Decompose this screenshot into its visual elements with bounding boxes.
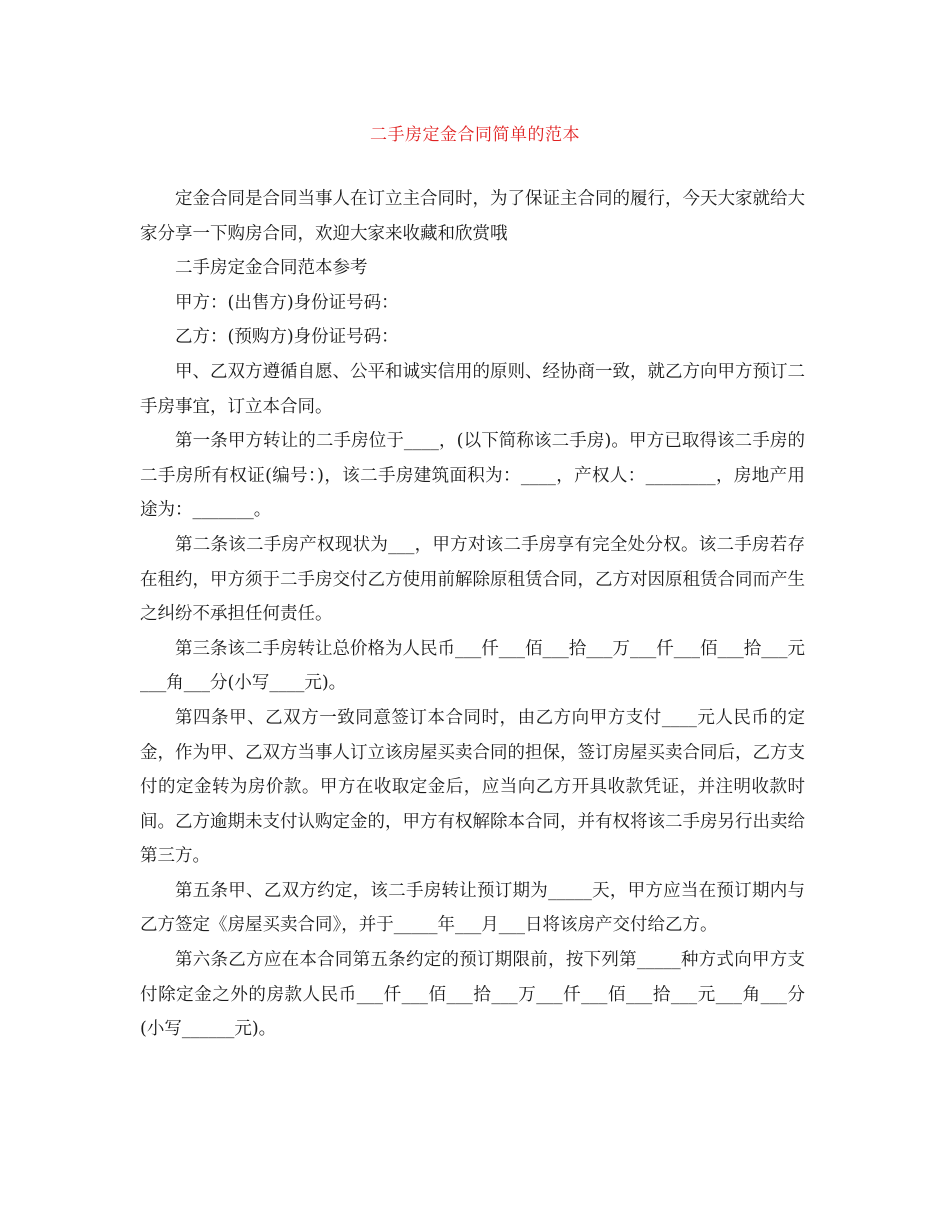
paragraph-article-1: 第一条甲方转让的二手房位于____，(以下简称该二手房)。甲方已取得该二手房的二手房所有权证(编号：)，该二手房建筑面积为：____，产权人：________，房地产用途为：_______。 [140,431,805,521]
paragraph-party-b: 乙方：(预购方)身份证号码： [175,327,399,348]
paragraph-article-2: 第二条该二手房产权现状为___，甲方对该二手房享有完全处分权。该二手房若存在租约，甲方须于二手房交付乙方使用前解除原租赁合同，乙方对因原租赁合同而产生之纠纷不承担任何责任。 [140,534,805,625]
paragraph-article-4: 第四条甲、乙双方一致同意签订本合同时，由乙方向甲方支付____元人民币的定金，作为甲、乙双方当事人订立该房屋买卖合同的担保，签订房屋买卖合同后，乙方支付的定金转为房价款。甲方在收取定金后，应当向乙方开具收款凭证，并注明收款时间。乙方逾期未支付认购定金的，甲方有权解除本合同，并有权将该二手房另行出卖给第三方。 [140,707,805,867]
paragraph-article-6: 第六条乙方应在本合同第五条约定的预订期限前，按下列第_____种方式向甲方支付除定金之外的房款人民币___仟___佰___拾___万___仟___佰___拾___元___角___分(小写______元)。 [140,950,805,1040]
paragraph-preamble: 甲、乙双方遵循自愿、公平和诚实信用的原则、经协商一致，就乙方向甲方预订二手房事宜，订立本合同。 [140,361,805,417]
paragraph-subtitle: 二手房定金合同范本参考 [175,258,368,279]
document-body [140,182,805,1047]
paragraph-article-5: 第五条甲、乙双方约定，该二手房转让预订期为_____天，甲方应当在预订期内与乙方签定《房屋买卖合同》，并于_____年___月___日将该房产交付给乙方。 [140,880,805,936]
paragraph-article-3: 第三条该二手房转让总价格为人民币___仟___佰___拾___万___仟___佰___拾___元___角___分(小写____元)。 [140,638,805,694]
paragraph-party-a: 甲方：(出售方)身份证号码： [175,292,399,313]
paragraph-intro: 定金合同是合同当事人在订立主合同时，为了保证主合同的履行，今天大家就给大家分享一下购房合同，欢迎大家来收藏和欣赏哦 [140,189,805,244]
document-title: 二手房定金合同简单的范本 [370,125,580,145]
